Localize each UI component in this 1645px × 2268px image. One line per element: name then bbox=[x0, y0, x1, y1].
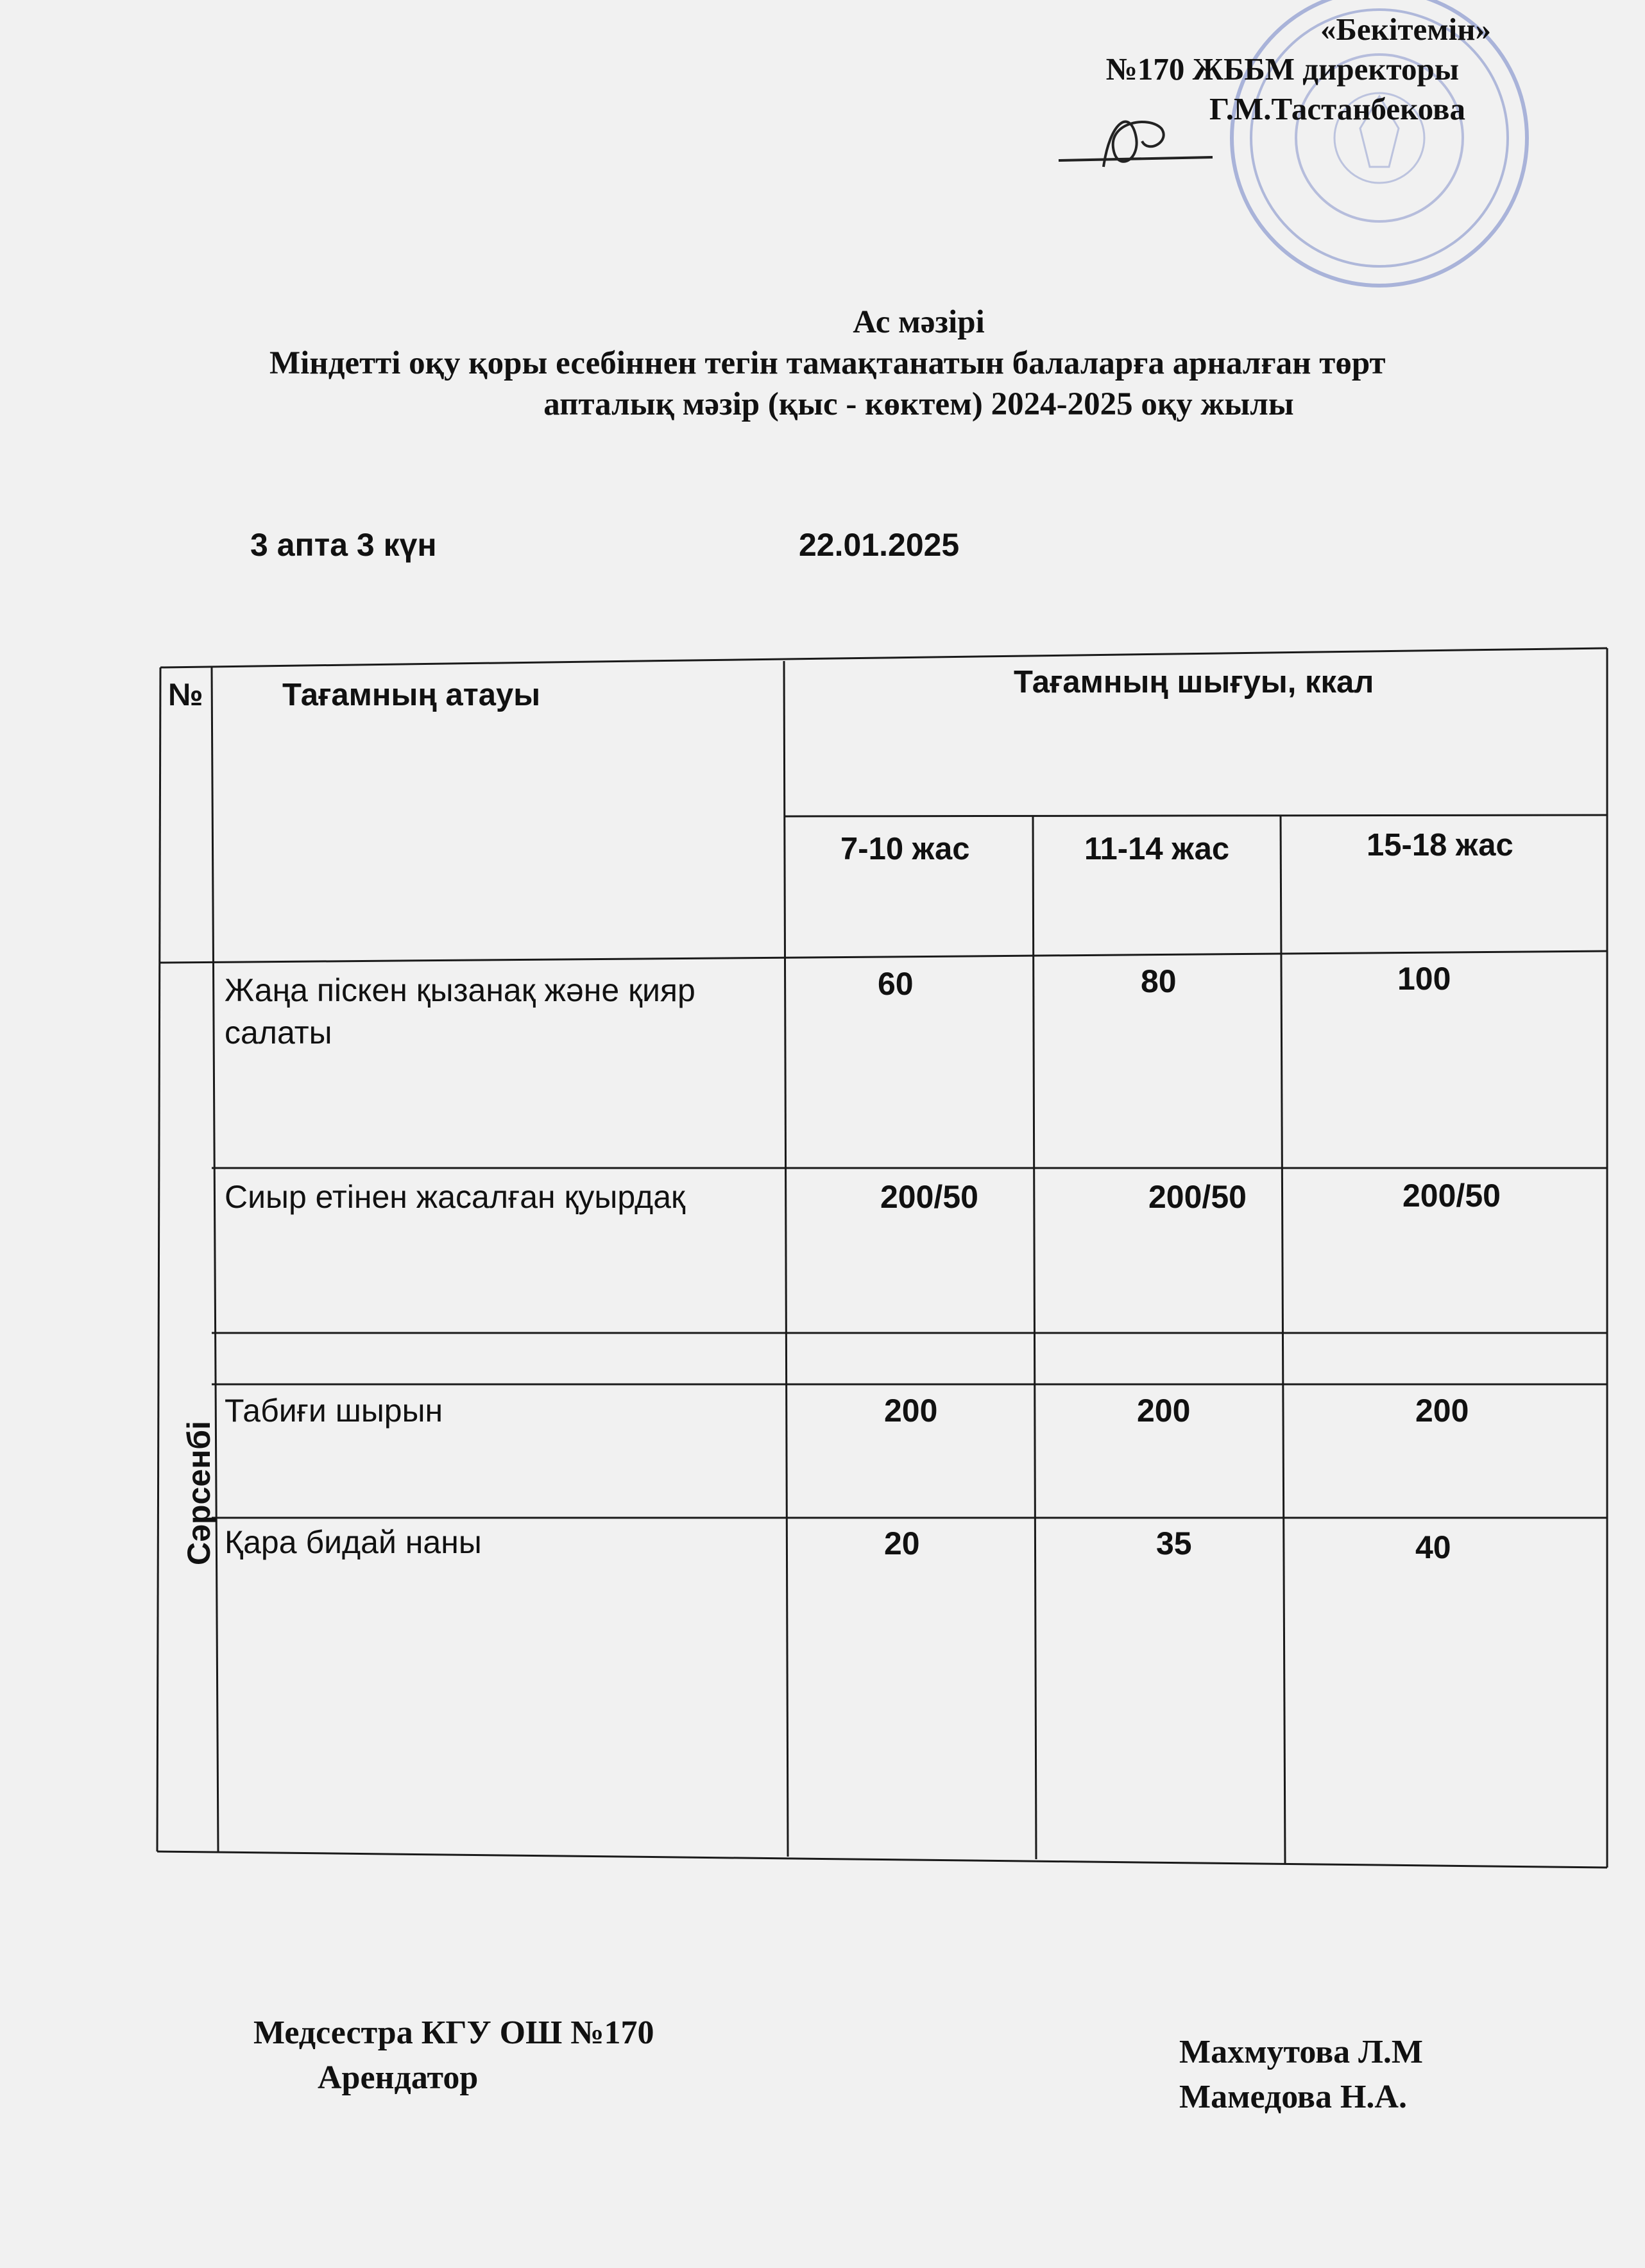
footer-tenant-label: Арендатор bbox=[318, 2059, 479, 2096]
age-group-header: 15-18 жас bbox=[1367, 828, 1513, 863]
footer-nurse-name: Махмутова Л.М bbox=[1179, 2034, 1423, 2070]
footer-nurse-label: Медсестра КГУ ОШ №170 bbox=[253, 2015, 654, 2051]
dish-value: 200/50 bbox=[1148, 1179, 1247, 1215]
week-day-label: 3 апта 3 күн bbox=[250, 527, 437, 563]
column-header-output: Тағамның шығуы, ккал bbox=[1014, 665, 1374, 700]
menu-title: Ас мәзірі bbox=[853, 304, 985, 340]
dish-value: 40 bbox=[1415, 1529, 1451, 1565]
column-header-dish-name: Тағамның атауы bbox=[282, 678, 541, 712]
weekday-label: Сәрсенбі bbox=[181, 1420, 217, 1565]
dish-value: 200 bbox=[884, 1393, 938, 1429]
menu-date: 22.01.2025 bbox=[799, 527, 960, 563]
approval-name: Г.М.Тастанбекова bbox=[1209, 91, 1465, 126]
approval-title: «Бекітемін» bbox=[1320, 12, 1491, 47]
dish-value: 200/50 bbox=[880, 1179, 978, 1215]
dish-value: 80 bbox=[1141, 963, 1177, 999]
dish-value: 200/50 bbox=[1402, 1178, 1501, 1214]
approval-position: №170 ЖББМ директоры bbox=[1105, 51, 1459, 87]
dish-name: Жаңа піскен қызанақ және қияр салаты bbox=[225, 972, 695, 1051]
footer-tenant-name: Мамедова Н.А. bbox=[1179, 2079, 1407, 2115]
age-group-header: 11-14 жас bbox=[1084, 832, 1230, 866]
dish-value: 20 bbox=[884, 1525, 920, 1561]
dish-value: 60 bbox=[878, 966, 914, 1002]
dish-value: 35 bbox=[1156, 1525, 1192, 1561]
age-group-header: 7-10 жас bbox=[840, 832, 970, 866]
menu-subtitle: Міндетті оқу қоры есебіннен тегін тамақтанатын балаларға арналған төрт bbox=[269, 345, 1386, 381]
dish-name: Табиғи шырын bbox=[225, 1393, 443, 1429]
dish-value: 200 bbox=[1137, 1393, 1191, 1429]
menu-period: апталық мәзір (қыс - көктем) 2024-2025 оқу жылы bbox=[543, 386, 1294, 422]
dish-value: 100 bbox=[1397, 961, 1451, 997]
dish-name: Қара бидай наны bbox=[225, 1524, 482, 1560]
dish-name: Сиыр етінен жасалған қуырдақ bbox=[225, 1179, 685, 1215]
dish-value: 200 bbox=[1415, 1393, 1469, 1429]
column-header-number: № bbox=[168, 678, 203, 712]
